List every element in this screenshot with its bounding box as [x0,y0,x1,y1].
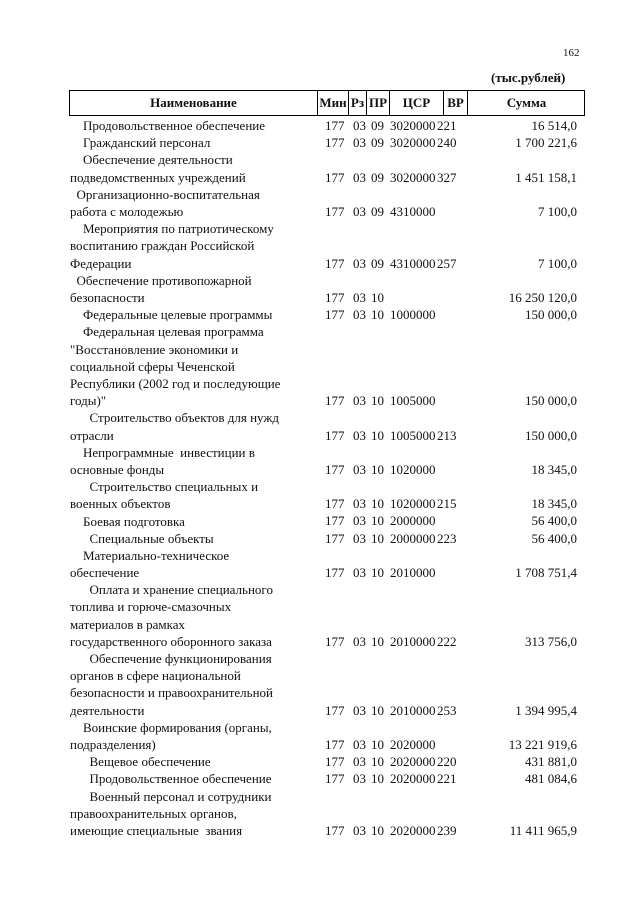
row-min: 177 [325,461,345,477]
row-sum: 16 514,0 [531,117,577,133]
row-pr: 10 [371,823,384,839]
row-csr: 2010000 [390,633,436,649]
row-name: Обеспечение противопожарной безопасности [70,272,252,305]
row-csr: 2020000 [390,771,436,787]
row-pr: 09 [371,203,384,219]
row-min: 177 [325,754,345,770]
row-name: Организационно-воспитательная работа с молодежью [70,186,260,219]
row-rz: 03 [353,496,366,512]
row-sum: 150 000,0 [525,427,577,443]
row-csr: 1000000 [390,307,436,323]
row-sum: 1 394 995,4 [515,702,577,718]
row-rz: 03 [353,565,366,581]
table-row [0,323,640,409]
row-rz: 03 [353,169,366,185]
row-vr: 327 [437,169,457,185]
row-csr: 3020000 [390,169,436,185]
row-vr: 215 [437,496,457,512]
row-sum: 150 000,0 [525,393,577,409]
row-rz: 03 [353,427,366,443]
row-csr: 2020000 [390,754,436,770]
table-row [0,547,640,581]
row-pr: 10 [371,702,384,718]
header-vr: ВР [443,91,467,115]
row-vr: 213 [437,427,457,443]
row-rz: 03 [353,771,366,787]
row-rz: 03 [353,513,366,529]
row-csr: 1020000 [390,496,436,512]
row-pr: 10 [371,633,384,649]
header-min: Мин [317,91,348,115]
row-csr: 4310000 [390,255,436,271]
row-rz: 03 [353,255,366,271]
row-vr: 239 [437,823,457,839]
row-sum: 481 084,6 [525,771,577,787]
row-min: 177 [325,513,345,529]
row-csr: 4310000 [390,203,436,219]
row-csr: 2020000 [390,737,436,753]
header-sum: Сумма [467,91,585,115]
row-sum: 18 345,0 [531,461,577,477]
row-sum: 431 881,0 [525,754,577,770]
row-sum: 150 000,0 [525,307,577,323]
row-rz: 03 [353,393,366,409]
row-vr: 253 [437,702,457,718]
row-sum: 56 400,0 [531,530,577,546]
row-pr: 10 [371,393,384,409]
row-pr: 10 [371,427,384,443]
row-pr: 10 [371,737,384,753]
row-vr: 240 [437,135,457,151]
row-min: 177 [325,771,345,787]
header-pr: ПР [366,91,389,115]
row-pr: 10 [371,307,384,323]
row-name: Гражданский персонал [70,135,211,151]
row-csr: 2000000 [390,513,436,529]
row-rz: 03 [353,289,366,305]
row-rz: 03 [353,307,366,323]
row-min: 177 [325,307,345,323]
row-name: Материально-техническое обеспечение [70,547,230,581]
row-csr: 3020000 [390,117,436,133]
row-pr: 10 [371,289,384,305]
row-name: Обеспечение деятельности подведомственных учреждений [70,152,246,185]
table-row [0,770,640,787]
row-vr: 223 [437,530,457,546]
row-min: 177 [325,203,345,219]
row-vr: 257 [437,255,457,271]
row-sum: 16 250 120,0 [508,289,577,305]
table-row [0,788,640,840]
row-name: Вещевое обеспечение [70,754,211,770]
table-row [0,650,640,719]
row-sum: 13 221 919,6 [508,737,577,753]
row-pr: 10 [371,771,384,787]
row-pr: 10 [371,513,384,529]
row-name: Федеральные целевые программы [70,307,273,323]
row-min: 177 [325,633,345,649]
row-csr: 2000000 [390,530,436,546]
row-min: 177 [325,496,345,512]
row-name: Строительство специальных и военных объектов [70,479,259,512]
row-min: 177 [325,565,345,581]
row-min: 177 [325,737,345,753]
table-row [0,444,640,478]
row-min: 177 [325,135,345,151]
row-csr: 2020000 [390,823,436,839]
row-csr: 2010000 [390,565,436,581]
table-row [0,186,640,220]
table-row [0,719,640,753]
row-rz: 03 [353,823,366,839]
row-sum: 313 756,0 [525,633,577,649]
row-rz: 03 [353,117,366,133]
row-min: 177 [325,823,345,839]
header-rz: Рз [348,91,366,115]
row-rz: 03 [353,737,366,753]
row-name: Военный персонал и сотрудники правоохранительных органов, имеющие специальные звания [70,788,272,839]
row-min: 177 [325,289,345,305]
row-name: Боевая подготовка [70,513,185,529]
row-vr: 221 [437,117,457,133]
table-row [0,409,640,443]
row-rz: 03 [353,461,366,477]
row-csr: 1020000 [390,461,436,477]
row-vr: 221 [437,771,457,787]
row-sum: 18 345,0 [531,496,577,512]
row-pr: 09 [371,169,384,185]
row-name: Строительство объектов для нужд отрасли [70,410,279,443]
row-pr: 09 [371,135,384,151]
row-name: Мероприятия по патриотическому воспитанию граждан Российской Федерации [70,221,274,271]
row-min: 177 [325,117,345,133]
row-min: 177 [325,530,345,546]
row-sum: 56 400,0 [531,513,577,529]
row-csr: 1005000 [390,393,436,409]
row-pr: 10 [371,461,384,477]
table-row [0,513,640,530]
row-name: Продовольственное обеспечение [70,771,272,787]
table-row [0,151,640,185]
row-name: Федеральная целевая программа "Восстановление экономики и социальной сферы Чеченской Республики (2002 год и последующие годы)" [70,324,281,409]
row-sum: 7 100,0 [538,255,577,271]
row-sum: 1 451 158,1 [515,169,577,185]
table-header [69,90,585,116]
row-name: Воинские формирования (органы, подразделения) [70,719,272,753]
row-min: 177 [325,702,345,718]
row-name: Обеспечение функционирования органов в сфере национальной безопасности и правоохранительной деятельности [70,651,273,718]
row-csr: 2010000 [390,702,436,718]
row-pr: 10 [371,754,384,770]
table-row [0,581,640,650]
table-row [0,478,640,512]
row-pr: 10 [371,496,384,512]
row-sum: 1 708 751,4 [515,565,577,581]
row-min: 177 [325,427,345,443]
row-pr: 10 [371,565,384,581]
table-row [0,530,640,547]
header-csr: ЦСР [389,91,443,115]
row-name: Продовольственное обеспечение [70,118,265,133]
row-name: Непрограммные инвестиции в основные фонды [70,444,255,477]
units-label: (тыс.рублей) [491,70,566,85]
row-min: 177 [325,255,345,271]
row-sum: 7 100,0 [538,203,577,219]
table-body [0,117,640,839]
row-csr: 1005000 [390,427,436,443]
table-row [0,272,640,306]
table-row [0,753,640,770]
table-row [0,134,640,151]
row-rz: 03 [353,633,366,649]
row-rz: 03 [353,702,366,718]
row-name: Оплата и хранение специального топлива и горюче-смазочных материалов в рамках государственного оборонного заказа [70,582,273,649]
row-rz: 03 [353,135,366,151]
row-rz: 03 [353,754,366,770]
row-sum: 1 700 221,6 [515,135,577,151]
row-vr: 222 [437,633,457,649]
row-pr: 09 [371,255,384,271]
row-pr: 09 [371,117,384,133]
table-row [0,306,640,323]
row-sum: 11 411 965,9 [509,823,577,839]
table-row [0,220,640,272]
row-csr: 3020000 [390,135,436,151]
row-min: 177 [325,169,345,185]
page-number: 162 [563,47,580,59]
table-row [0,117,640,134]
row-vr: 220 [437,754,457,770]
header-name: Наименование [150,95,237,110]
row-min: 177 [325,393,345,409]
row-rz: 03 [353,203,366,219]
row-name: Специальные объекты [70,530,214,546]
row-rz: 03 [353,530,366,546]
row-pr: 10 [371,530,384,546]
